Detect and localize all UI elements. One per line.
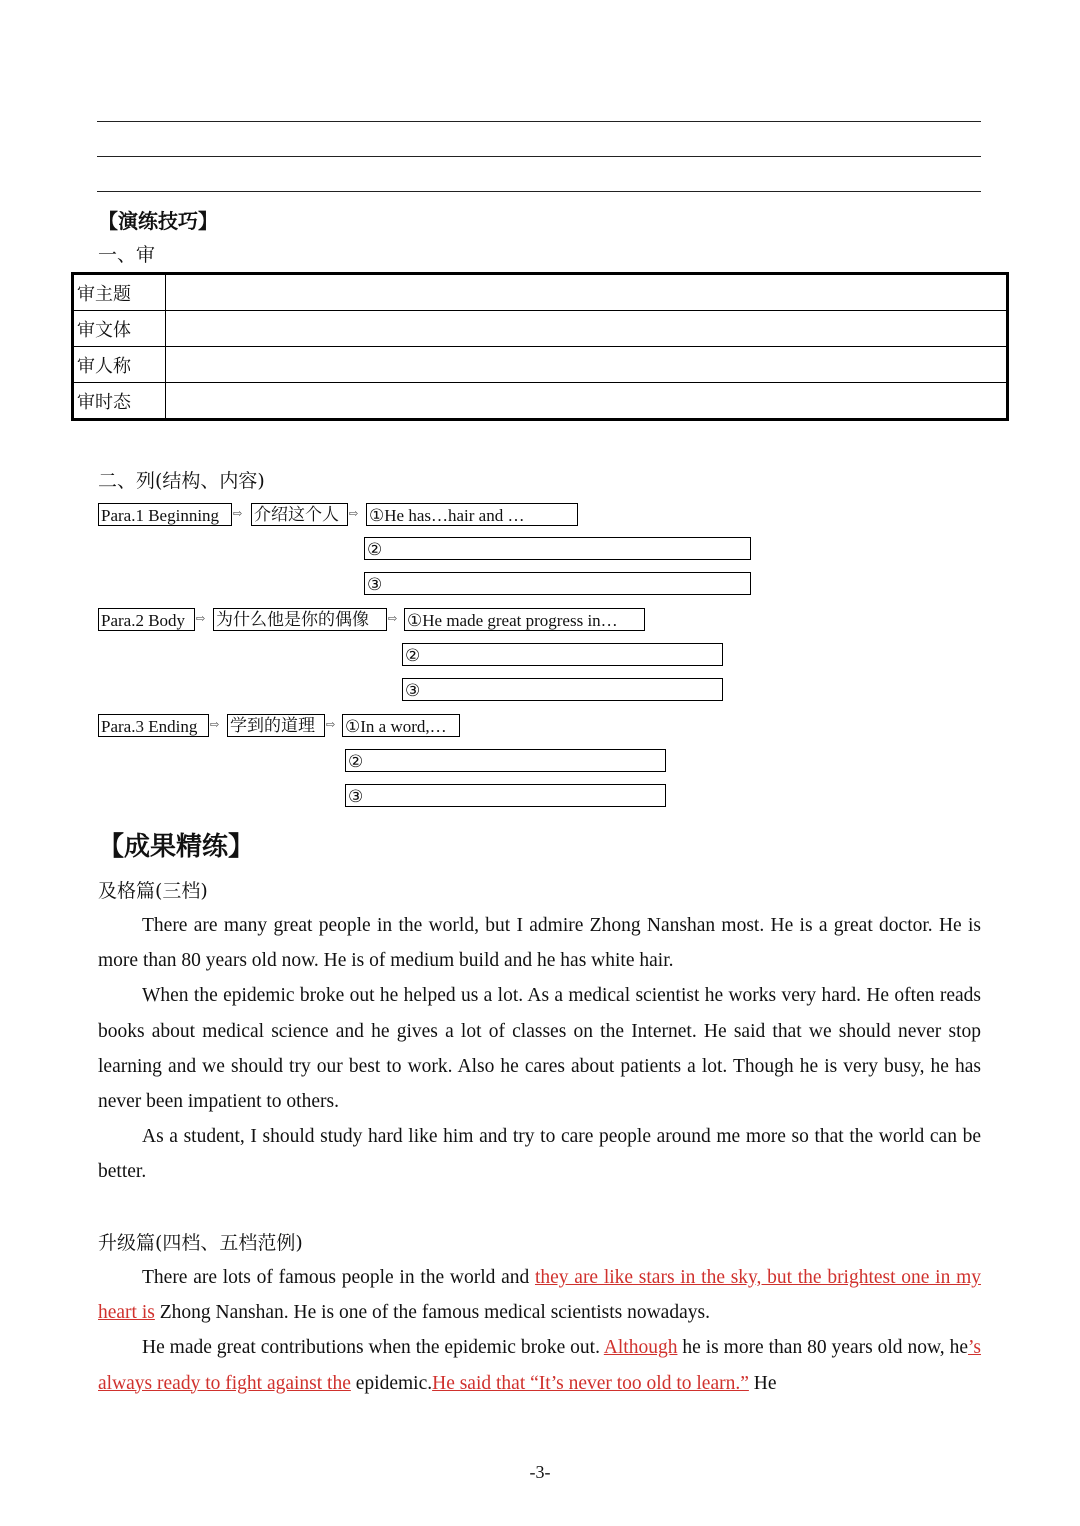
upgrade-essay (98, 1260, 981, 1401)
upgrade-level-heading: 升级篇(四档、五档范例) (98, 1232, 303, 1254)
review-answer-cell[interactable] (166, 274, 1008, 311)
arrow-icon: ⇨ (210, 719, 220, 731)
table-row (73, 383, 1008, 420)
para2-item-box[interactable]: ② (402, 643, 723, 666)
essay-paragraph: When the epidemic broke out he helped us a lot. As a medical scientist he works very hard. He often reads books about medical science and he gives a lot of classes on the Internet. He said that we should never stop learning and we should try our best to work. Also he cares about patients a lot. Though he is very busy, he has never been impatient to others. (98, 985, 981, 1113)
arrow-icon: ⇨ (326, 719, 336, 731)
arrow-icon: ⇨ (196, 613, 206, 625)
review-table (71, 272, 1009, 421)
writing-line (97, 121, 981, 122)
text-run: he is more than 80 years old now, he (677, 1337, 968, 1359)
essay-paragraph: There are many great people in the world, but I admire Zhong Nanshan most. He is a great doctor. He is more than 80 years old now. He is of medium build and he has white hair. (98, 915, 981, 972)
para2-label-box: Para.2 Body (98, 608, 195, 631)
highlighted-phrase: He said that “It’s never too old to learn.” (432, 1372, 749, 1394)
para1-item-box[interactable]: ③ (364, 572, 751, 595)
para1-item-box[interactable]: ①He has…hair and … (366, 503, 578, 526)
highlighted-phrase: they are like stars in the sky, but the brightest one in my heart is (98, 1267, 981, 1324)
writing-line (97, 191, 981, 192)
para3-topic-box: 学到的道理 (227, 714, 325, 737)
para1-topic-box: 介绍这个人 (251, 503, 348, 526)
table-row (73, 274, 1008, 311)
review-label: 审主题 (73, 274, 166, 311)
review-label: 审人称 (73, 347, 166, 383)
pass-level-heading: 及格篇(三档) (98, 880, 208, 902)
para3-item-box[interactable]: ①In a word,… (342, 714, 460, 737)
para2-topic-box: 为什么他是你的偶像 (213, 608, 387, 631)
arrow-icon: ⇨ (233, 508, 243, 520)
review-answer-cell[interactable] (166, 311, 1008, 347)
para3-item-box[interactable]: ② (345, 749, 666, 772)
text-run: He (748, 1372, 777, 1394)
para3-item-box[interactable]: ③ (345, 784, 666, 807)
essay-paragraph (98, 1260, 981, 1330)
review-label: 审文体 (73, 311, 166, 347)
essay-paragraph (98, 1330, 981, 1400)
step-review-heading: 一、审 (98, 244, 156, 266)
essay-paragraph: As a student, I should study hard like him and try to care people around me more so that the world can be better. (98, 1126, 981, 1183)
text-run: He made great contributions when the epidemic broke out. (142, 1337, 604, 1359)
para1-label-box: Para.1 Beginning (98, 503, 232, 526)
highlighted-phrase: Although (603, 1337, 678, 1359)
section-title-results: 【成果精练】 (98, 832, 255, 862)
page-number: -3- (529, 1462, 551, 1482)
arrow-icon: ⇨ (349, 508, 359, 520)
para1-item-box[interactable]: ② (364, 537, 751, 560)
para2-item-box[interactable]: ③ (402, 678, 723, 701)
review-answer-cell[interactable] (166, 383, 1008, 420)
para2-item-box[interactable]: ①He made great progress in… (404, 608, 645, 631)
pass-essay (98, 908, 981, 1190)
step-outline-heading: 二、列(结构、内容) (98, 470, 265, 492)
arrow-icon: ⇨ (388, 613, 398, 625)
highlighted-phrase: ’s always ready to fight against the (98, 1337, 981, 1394)
text-run: Zhong Nanshan. He is one of the famous medical scientists nowadays. (154, 1302, 710, 1324)
text-run: There are lots of famous people in the world and (142, 1267, 535, 1288)
writing-line (97, 156, 981, 157)
para3-label-box: Para.3 Ending (98, 714, 209, 737)
table-row (73, 347, 1008, 383)
section-title-practice-tips: 【演练技巧】 (98, 209, 218, 233)
review-label: 审时态 (73, 383, 166, 420)
table-row (73, 311, 1008, 347)
text-run: epidemic. (350, 1372, 433, 1394)
review-answer-cell[interactable] (166, 347, 1008, 383)
